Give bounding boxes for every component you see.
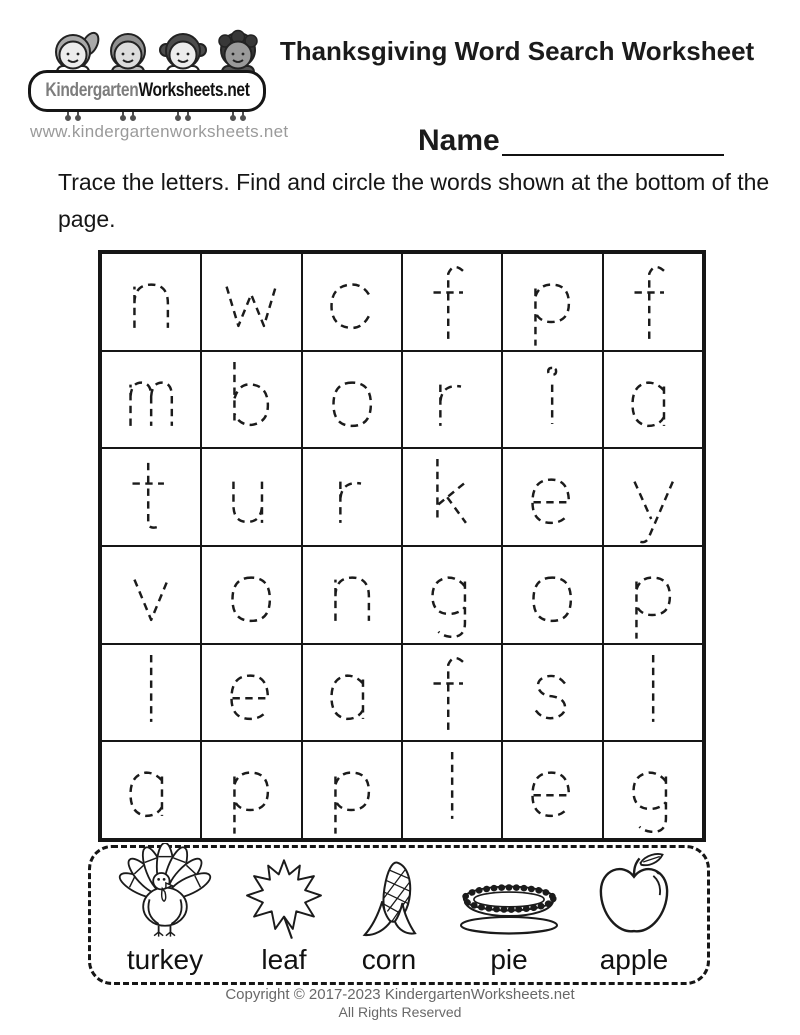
grid-cell <box>603 351 703 449</box>
grid-cell <box>101 546 201 644</box>
word-bank-label: corn <box>361 944 417 976</box>
logo-brand-text <box>45 80 249 102</box>
grid-cell <box>603 546 703 644</box>
grid-cell <box>502 448 602 546</box>
grid-cell <box>101 644 201 742</box>
grid-cell <box>302 253 402 351</box>
copyright-text: Copyright © 2017-2023 KindergartenWorksheets.net <box>225 986 575 1003</box>
name-field <box>418 116 724 156</box>
name-blank-line <box>502 120 724 156</box>
pie-icon <box>449 867 569 943</box>
grid-cell <box>201 253 301 351</box>
word-bank-item-corn <box>347 853 431 976</box>
grid-cell <box>603 253 703 351</box>
word-bank-item-turkey <box>109 843 221 976</box>
grid-cell <box>603 741 703 839</box>
word-bank-label: turkey <box>126 944 204 976</box>
grid-cell <box>402 741 502 839</box>
grid-cell <box>201 546 301 644</box>
logo-banner <box>28 70 266 112</box>
grid-cell <box>302 644 402 742</box>
grid-cell <box>502 644 602 742</box>
word-bank-label: pie <box>490 944 528 976</box>
name-label: Name <box>418 124 500 157</box>
grid-cell <box>302 741 402 839</box>
grid-cell <box>502 351 602 449</box>
grid-cell <box>402 644 502 742</box>
word-bank-label: leaf <box>261 944 307 976</box>
website-url: www.kindergartenworksheets.net <box>30 122 289 141</box>
corn-icon <box>347 853 431 943</box>
grid-cell <box>201 351 301 449</box>
word-bank <box>88 845 710 985</box>
kindergartenworksheets-logo <box>28 16 270 124</box>
apple-icon <box>587 851 681 943</box>
grid-cell <box>302 546 402 644</box>
grid-cell <box>201 741 301 839</box>
grid-cell <box>101 741 201 839</box>
grid-cell <box>402 546 502 644</box>
grid-cell <box>302 351 402 449</box>
instructions-text: Trace the letters. Find and circle the words shown at the bottom of the page. <box>58 169 770 232</box>
grid-cell <box>101 448 201 546</box>
grid-cell <box>402 253 502 351</box>
grid-cell <box>101 351 201 449</box>
logo-brand-part2: Worksheets.net <box>137 80 250 101</box>
grid-cell <box>603 644 703 742</box>
word-bank-item-pie <box>449 867 569 976</box>
grid-cell <box>402 351 502 449</box>
grid-cell <box>201 448 301 546</box>
grid-cell <box>402 448 502 546</box>
word-bank-item-leaf <box>239 855 329 976</box>
leaf-icon <box>239 855 329 943</box>
grid-cell <box>603 448 703 546</box>
logo-brand-part1: Kindergarten <box>44 80 138 101</box>
letter-grid <box>98 250 706 842</box>
footer <box>0 986 800 1020</box>
grid-cell <box>101 253 201 351</box>
grid-cell <box>201 644 301 742</box>
word-bank-item-apple <box>587 851 681 976</box>
rights-text: All Rights Reserved <box>338 1004 462 1020</box>
word-bank-label: apple <box>599 944 669 976</box>
turkey-icon <box>109 843 221 943</box>
page-title: Thanksgiving Word Search Worksheet <box>279 36 755 66</box>
grid-cell <box>302 448 402 546</box>
grid-cell <box>502 253 602 351</box>
grid-cell <box>502 546 602 644</box>
grid-cell <box>502 741 602 839</box>
